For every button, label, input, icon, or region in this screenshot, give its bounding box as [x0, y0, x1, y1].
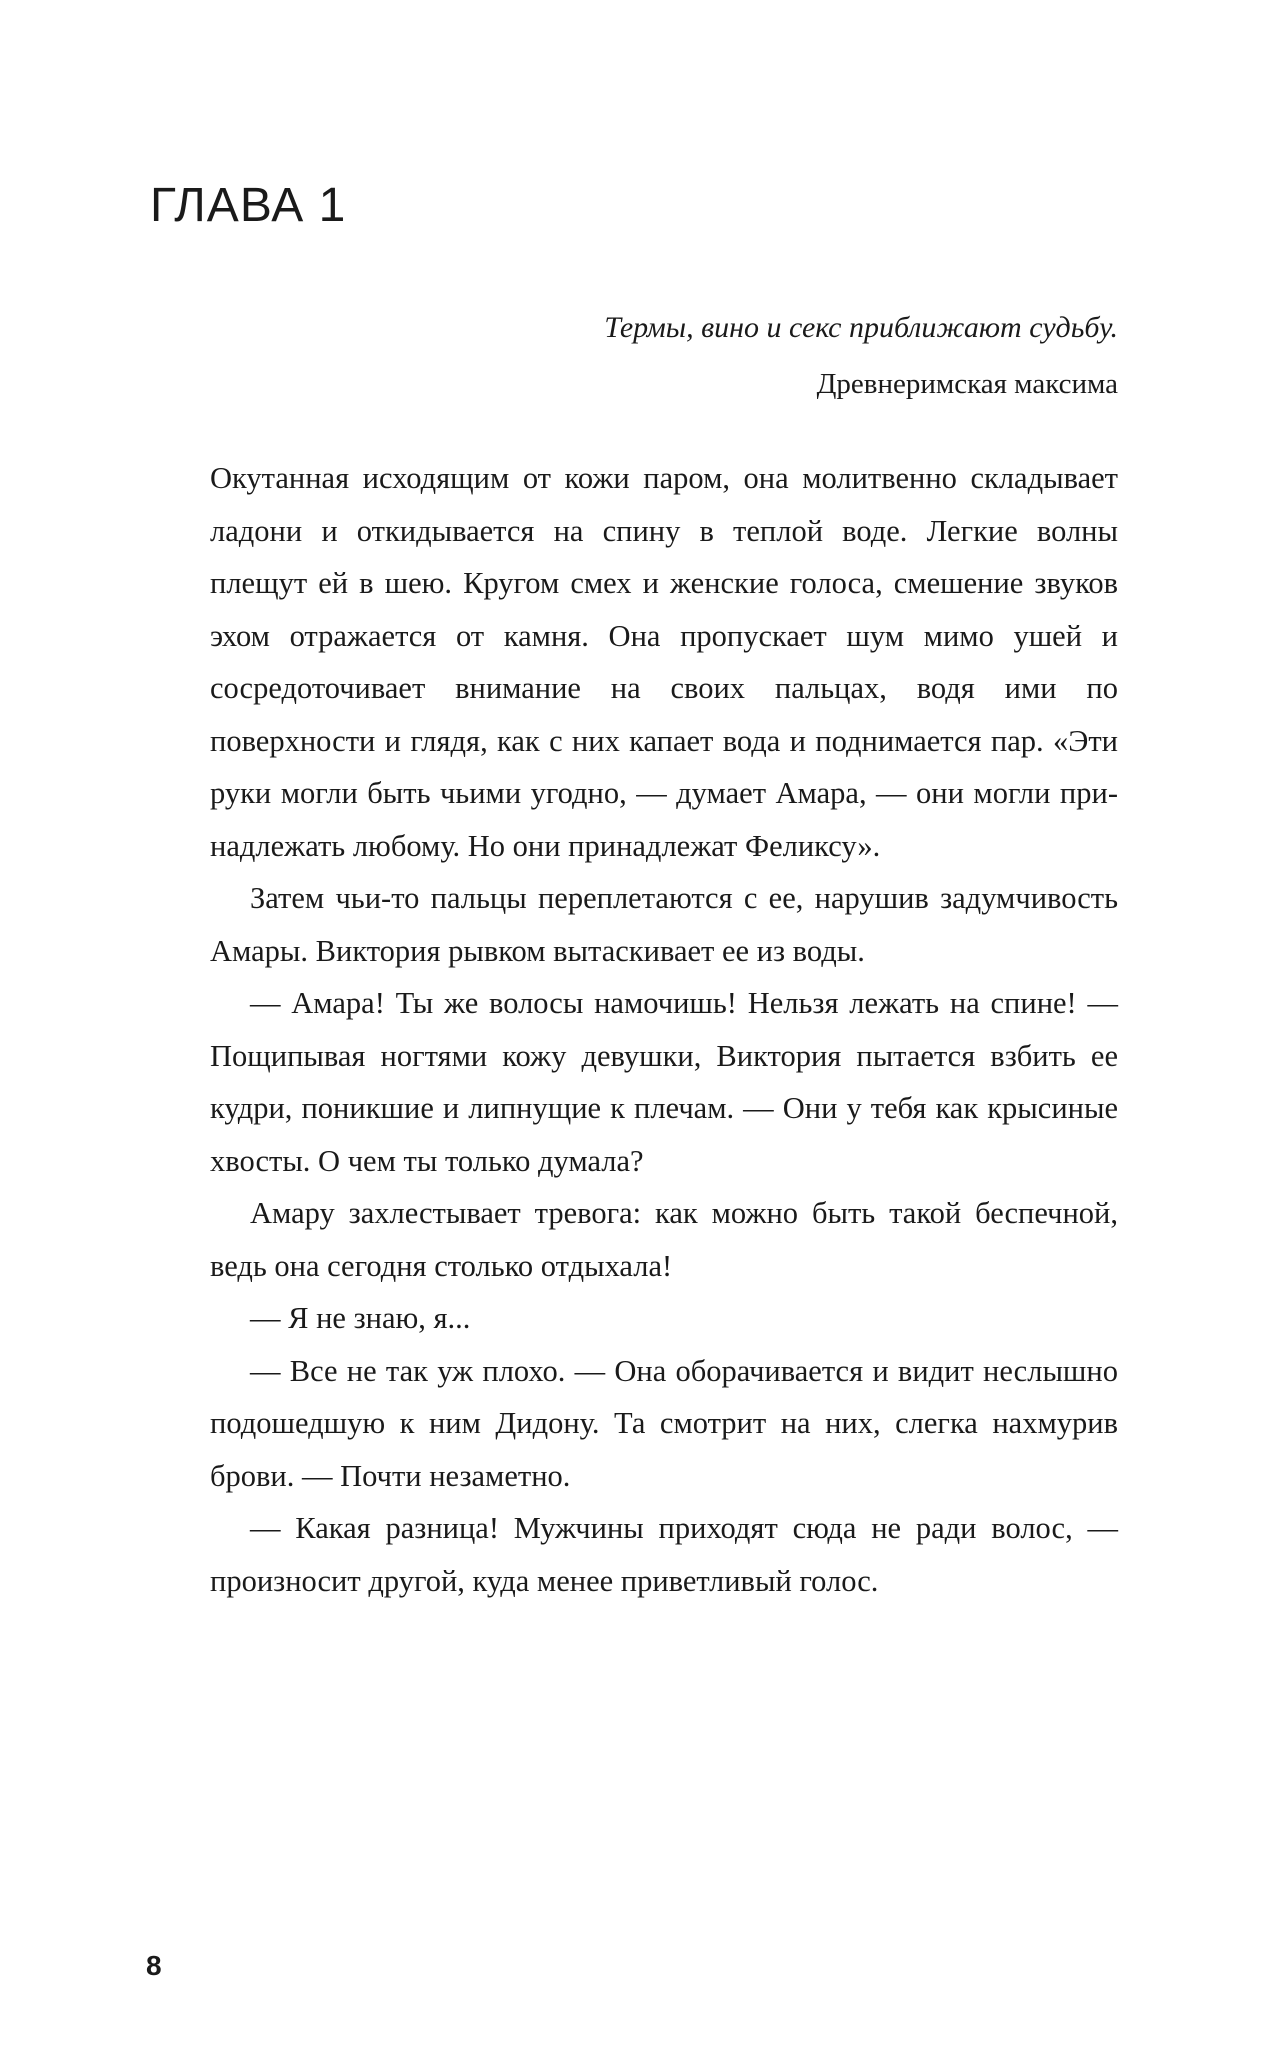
paragraph: Амару захлестывает тревога: как можно быть такой беспечной, ведь она сегодня столько отдыхала! [210, 1196, 1118, 1283]
epigraph [418, 300, 1118, 412]
epigraph-source: Древнеримская максима [816, 368, 1118, 400]
paragraph: — Я не знаю, я... [250, 1301, 471, 1335]
paragraph: Окутанная исходящим от кожи паром, она молитвенно складывает ладони и откидывается на спину в теплой воде. Легкие волны плещут ей в шею. Кругом смех и женские голоса, смешение звуков эхом отражается от камня. Она пропускает шум мимо ушей и сосредоточивает внимание на своих пальцах, водя ими по поверхности и глядя, как с них капает вода и поднимается пар. «Эти руки могли быть чьими угодно, — думает Амара, — они могли принадлежать любому. Но они принадлежат Феликсу». [210, 461, 1118, 863]
body-text [210, 452, 1118, 1607]
epigraph-text: Термы, вино и секс приближают судьбу. [604, 311, 1118, 344]
page-number: 8 [146, 1950, 162, 1981]
paragraph: Затем чьи-то пальцы переплетаются с ее, нарушив задумчивость Амары. Виктория рывком вытаскивает ее из воды. [210, 881, 1118, 968]
paragraph: — Амара! Ты же волосы намочишь! Нельзя лежать на спине! — Пощипывая ногтями кожу девушки, Виктория пытается взбить ее кудри, поникшие и липнущие к плечам. — Они у тебя как крысиные хвосты. О чем ты только думала? [210, 986, 1118, 1178]
paragraph: — Какая разница! Мужчины приходят сюда не ради волос, — произносит другой, куда менее приветливый голос. [210, 1511, 1118, 1598]
chapter-title: ГЛАВА 1 [150, 179, 347, 232]
paragraph: — Все не так уж плохо. — Она оборачивается и видит неслышно подошедшую к ним Дидону. Та смотрит на них, слегка нахмурив брови. — Почти незаметно. [210, 1353, 1118, 1493]
